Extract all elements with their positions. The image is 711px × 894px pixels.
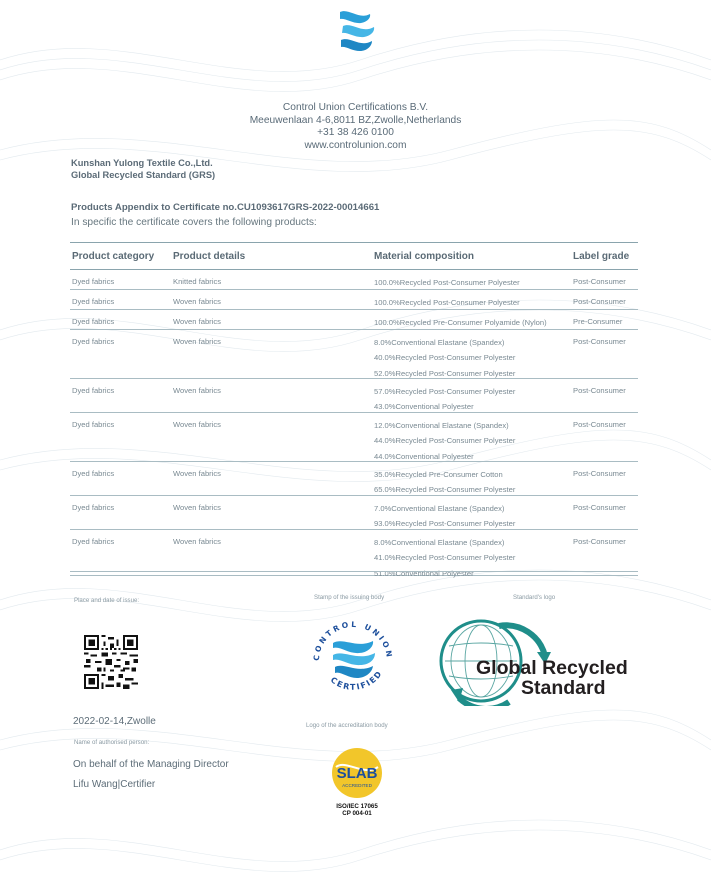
row-grade: Post-Consumer [573, 537, 626, 546]
row-grade: Pre-Consumer [573, 317, 623, 326]
row-grade: Post-Consumer [573, 420, 626, 429]
composition-line: 100.0%Recycled Pre-Consumer Polyamide (Nylon) [374, 318, 547, 327]
iso-line1: ISO/IEC 17065 [336, 803, 378, 810]
row-grade: Post-Consumer [573, 469, 626, 478]
composition-line: 7.0%Conventional Elastane (Spandex) [374, 504, 505, 513]
row-composition [374, 501, 515, 532]
composition-line: 100.0%Recycled Post-Consumer Polyester [374, 278, 520, 287]
seal-bottom-text: CERTIFIED [328, 668, 385, 692]
issuer-block [0, 102, 711, 152]
header-grade: Label grade [573, 251, 630, 262]
standard-logo-label: Standard's logo [513, 594, 556, 601]
composition-line: 8.0%Conventional Elastane (Spandex) [374, 338, 505, 347]
composition-line: 44.0%Conventional Polyester [374, 451, 474, 461]
row-composition [374, 418, 515, 464]
row-composition [374, 535, 515, 581]
qr-code[interactable] [84, 635, 138, 689]
issuer-name: Control Union Certifications B.V. [282, 102, 429, 113]
row-grade: Post-Consumer [573, 297, 626, 306]
composition-line: 43.0%Conventional Polyester [374, 402, 474, 412]
row-composition [374, 315, 547, 330]
stamp-label: Stamp of the issuing body [314, 594, 385, 601]
iso-block [318, 803, 396, 817]
place-date-label: Place and date of issue: [74, 597, 140, 604]
row-composition [374, 335, 515, 381]
row-details: Woven fabrics [173, 337, 221, 346]
seal-top-text: CONTROL UNION [311, 619, 395, 662]
table-row [70, 379, 638, 413]
row-grade: Post-Consumer [573, 503, 626, 512]
header-details: Product details [173, 251, 246, 262]
row-grade: Post-Consumer [573, 277, 626, 286]
slab-accreditation-logo [330, 747, 384, 807]
company-block [71, 157, 215, 182]
issuer-address: Meeuwenlaan 4-6,8011 BZ,Zwolle,Netherlands [249, 114, 462, 126]
row-category: Dyed fabrics [72, 469, 115, 478]
composition-line: 8.0%Conventional Elastane (Spandex) [374, 538, 505, 547]
issuer-phone: +31 38 426 0100 [317, 127, 394, 139]
table-bottom-rule [70, 571, 638, 572]
row-category: Dyed fabrics [72, 537, 115, 546]
row-grade: Post-Consumer [573, 337, 626, 346]
composition-line: 65.0%Recycled Post-Consumer Polyester [374, 485, 516, 495]
composition-line: 52.0%Recycled Post-Consumer Polyester [374, 368, 516, 378]
row-composition [374, 275, 520, 290]
row-details: Woven fabrics [173, 537, 221, 546]
composition-line: 93.0%Recycled Post-Consumer Polyester [374, 519, 516, 529]
composition-line: 35.0%Recycled Pre-Consumer Cotton [374, 470, 503, 479]
composition-line: 41.0%Recycled Post-Consumer Polyester [374, 553, 516, 563]
iso-line2: CP 004-01 [342, 810, 372, 818]
standard-name: Global Recycled Standard (GRS) [71, 170, 216, 181]
svg-text:CONTROL UNION [312, 620, 394, 661]
header-composition: Material composition [374, 251, 475, 262]
signatory-name: Lifu Wang|Certifier [73, 779, 156, 790]
row-details: Woven fabrics [173, 386, 221, 395]
composition-line: 51.0%Conventional Polyester [374, 568, 474, 578]
slab-sub: ACCREDITED [342, 783, 372, 788]
control-union-certified-seal [303, 607, 403, 707]
issuer-website: www.controlunion.com [304, 139, 407, 151]
composition-line: 12.0%Conventional Elastane (Spandex) [374, 421, 509, 430]
on-behalf-text: On behalf of the Managing Director [73, 759, 229, 770]
grs-logo-line1: Global Recycled [476, 657, 628, 679]
composition-line: 40.0%Recycled Post-Consumer Polyester [374, 353, 516, 363]
row-details: Woven fabrics [173, 420, 221, 429]
table-header [70, 242, 638, 270]
row-category: Dyed fabrics [72, 420, 115, 429]
row-category: Dyed fabrics [72, 503, 115, 512]
row-details: Woven fabrics [173, 317, 221, 326]
products-table [70, 242, 638, 576]
issue-date-place: 2022-02-14,Zwolle [73, 716, 156, 727]
authorised-person-label: Name of authorised person: [74, 739, 150, 746]
table-row [70, 462, 638, 496]
grs-logo-line2: Standard [521, 677, 606, 699]
row-grade: Post-Consumer [573, 386, 626, 395]
table-row [70, 496, 638, 530]
row-category: Dyed fabrics [72, 386, 115, 395]
row-details: Woven fabrics [173, 469, 221, 478]
table-row [70, 413, 638, 462]
row-category: Dyed fabrics [72, 317, 115, 326]
accreditation-label: Logo of the accreditation body [306, 722, 388, 729]
table-row [70, 270, 638, 290]
row-details: Woven fabrics [173, 503, 221, 512]
row-composition [374, 384, 515, 415]
intro-text: In specific the certificate covers the following products: [71, 217, 317, 228]
row-category: Dyed fabrics [72, 277, 115, 286]
row-category: Dyed fabrics [72, 297, 115, 306]
table-row [70, 290, 638, 310]
composition-line: 57.0%Recycled Post-Consumer Polyester [374, 387, 516, 396]
table-row [70, 330, 638, 379]
header-category: Product category [72, 251, 155, 262]
row-category: Dyed fabrics [72, 337, 115, 346]
control-union-wave-logo [337, 8, 379, 52]
table-row [70, 530, 638, 576]
row-details: Knitted fabrics [173, 277, 222, 286]
table-row [70, 310, 638, 330]
composition-line: 44.0%Recycled Post-Consumer Polyester [374, 436, 516, 446]
row-details: Woven fabrics [173, 297, 221, 306]
slab-name: SLAB [336, 765, 378, 782]
row-composition [374, 467, 515, 498]
company-name: Kunshan Yulong Textile Co.,Ltd. [71, 158, 213, 168]
appendix-title: Products Appendix to Certificate no.CU1093617GRS-2022-00014661 [71, 202, 380, 213]
row-composition [374, 295, 520, 310]
composition-line: 100.0%Recycled Post-Consumer Polyester [374, 298, 520, 307]
